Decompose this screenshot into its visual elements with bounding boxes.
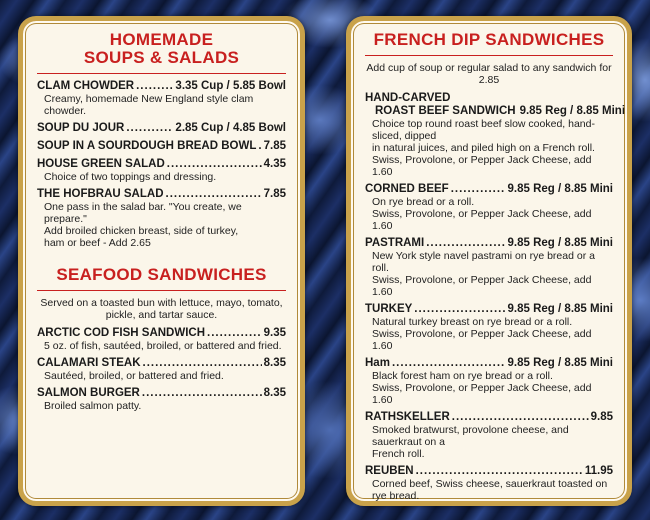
- item-description: Black forest ham on rye bread or a roll.: [372, 370, 553, 382]
- left-menu-panel: [18, 16, 305, 506]
- item-description: Broiled salmon patty.: [44, 400, 142, 412]
- item-description: Add broiled chicken breast, side of turkey,: [44, 225, 239, 237]
- item-description: Creamy, homemade New England style clam chowder.: [44, 93, 254, 117]
- item-name: SALMON BURGER: [37, 387, 140, 399]
- item-name: CALAMARI STEAK: [37, 357, 141, 369]
- menu-item-pastrami: [365, 237, 613, 298]
- menu-item-calamari-steak: [37, 357, 286, 382]
- item-price: 9.85 Reg / 8.85 Mini: [519, 105, 626, 117]
- item-name: REUBEN: [365, 465, 414, 477]
- seafood-sandwiches-title: [37, 266, 286, 284]
- item-price: 9.35: [263, 327, 286, 339]
- item-name: Ham: [365, 357, 390, 369]
- item-name: PASTRAMI: [365, 237, 425, 249]
- item-name: THE HOFBRAU SALAD: [37, 188, 164, 200]
- item-description: Swiss, Provolone, or Pepper Jack Cheese, add 1.60: [372, 274, 592, 298]
- leader-dots: [166, 188, 262, 201]
- menu-item-reuben: [365, 465, 613, 502]
- item-price: 8.35: [263, 387, 286, 399]
- item-price: 8.35: [263, 357, 286, 369]
- item-description: Natural turkey breast on rye bread or a roll.: [372, 316, 573, 328]
- leader-dots: [392, 357, 506, 370]
- soups-title-line-1: HOMEMADE: [109, 30, 214, 49]
- item-description: in natural juices, and piled high on a French roll.: [372, 142, 595, 154]
- french-dip-title-text: FRENCH DIP SANDWICHES: [373, 30, 605, 49]
- leader-dots: [452, 411, 589, 424]
- menu-item-rathskeller: [365, 411, 613, 460]
- item-price: 2.85 Cup / 4.85 Bowl: [175, 122, 286, 134]
- french-dip-title: [365, 31, 613, 49]
- leader-dots: [426, 237, 505, 250]
- menu-item-bread-bowl: [37, 140, 286, 153]
- item-description: Swiss, Provolone, or Pepper Jack Cheese, add 1.60: [372, 382, 592, 406]
- menu-item-clam-chowder: [37, 80, 286, 117]
- soups-salads-title: [37, 31, 286, 67]
- item-price: 9.85 Reg / 8.85 Mini: [507, 237, 613, 249]
- leader-dots: [414, 303, 505, 316]
- item-description: On rye bread or a roll.: [372, 196, 475, 208]
- item-description: Sautéed, broiled, or battered and fried.: [44, 370, 224, 382]
- item-description: New York style navel pastrami on rye bread or a roll.: [372, 250, 595, 274]
- leader-dots: [143, 357, 262, 370]
- item-description: ham or beef - Add 2.65: [44, 237, 151, 249]
- item-description: Smoked bratwurst, provolone cheese, and sauerkraut on a: [372, 424, 569, 448]
- item-description: French roll.: [372, 448, 425, 460]
- item-name: CORNED BEEF: [365, 183, 449, 195]
- item-name: ARCTIC COD FISH SANDWICH: [37, 327, 206, 339]
- item-price: 7.85: [263, 140, 286, 152]
- item-price: 11.95: [584, 465, 613, 477]
- leader-dots: [207, 327, 262, 340]
- menu-item-arctic-cod: [37, 327, 286, 352]
- item-name: ROAST BEEF SANDWICH: [375, 105, 516, 117]
- seafood-title-text: SEAFOOD SANDWICHES: [56, 265, 267, 284]
- item-name: RATHSKELLER: [365, 411, 450, 423]
- intro-line: Served on a toasted bun with lettuce, mayo, tomato,: [40, 297, 283, 309]
- item-name: CLAM CHOWDER: [37, 80, 135, 92]
- seafood-intro: [37, 297, 286, 321]
- menu-item-turkey: [365, 303, 613, 352]
- item-price: 4.35: [263, 158, 286, 170]
- leader-dots: [136, 80, 173, 93]
- menu-item-soup-du-jour: [37, 122, 286, 135]
- item-price: 9.85 Reg / 8.85 Mini: [507, 357, 613, 369]
- item-price: 9.85: [590, 411, 613, 423]
- item-description: Choice of two toppings and dressing.: [44, 171, 217, 183]
- item-name: TURKEY: [365, 303, 413, 315]
- item-description: One pass in the salad bar. "You create, we prepare.": [44, 201, 242, 225]
- item-description: Swiss, Provolone, or Pepper Jack Cheese, add 1.60: [372, 208, 592, 232]
- leader-dots: [416, 465, 583, 478]
- intro-line: pickle, and tartar sauce.: [105, 309, 218, 321]
- menu-item-hofbrau-salad: [37, 188, 286, 249]
- menu-item-roast-beef: [365, 92, 626, 178]
- item-description: 5 oz. of fish, sautéed, broiled, or battered and fried.: [44, 340, 282, 352]
- title-divider: [365, 55, 613, 56]
- item-price: 9.85 Reg / 8.85 Mini: [507, 303, 613, 315]
- french-dip-intro: Add cup of soup or regular salad to any sandwich for 2.85: [366, 62, 612, 86]
- leader-dots: [126, 122, 173, 135]
- menu-item-ham: [365, 357, 613, 406]
- item-name: SOUP IN A SOURDOUGH BREAD BOWL: [37, 140, 257, 152]
- title-divider: [37, 290, 286, 291]
- leader-dots: [451, 183, 506, 196]
- item-description: Corned beef, Swiss cheese, sauerkraut toasted on rye bread.: [372, 478, 608, 502]
- soups-title-line-2: SOUPS & SALADS: [83, 48, 240, 67]
- leader-dots: [167, 158, 262, 171]
- item-description: Swiss, Provolone, or Pepper Jack Cheese, add 1.60: [372, 154, 592, 178]
- leader-dots: [142, 387, 262, 400]
- item-description: Choice top round roast beef slow cooked, hand-sliced, dipped: [372, 118, 595, 142]
- menu-item-house-green-salad: [37, 158, 286, 183]
- item-price: 9.85 Reg / 8.85 Mini: [507, 183, 613, 195]
- right-menu-panel: [346, 16, 632, 506]
- menu-item-corned-beef: [365, 183, 613, 232]
- item-description: Swiss, Provolone, or Pepper Jack Cheese, add 1.60: [372, 328, 592, 352]
- item-name: SOUP DU JOUR: [37, 122, 125, 134]
- item-name-prefix: HAND-CARVED: [365, 92, 451, 104]
- item-name: HOUSE GREEN SALAD: [37, 158, 165, 170]
- leader-dots: [258, 140, 261, 153]
- item-price: 3.35 Cup / 5.85 Bowl: [175, 80, 286, 92]
- item-price: 7.85: [263, 188, 286, 200]
- menu-item-salmon-burger: [37, 387, 286, 412]
- title-divider: [37, 73, 286, 74]
